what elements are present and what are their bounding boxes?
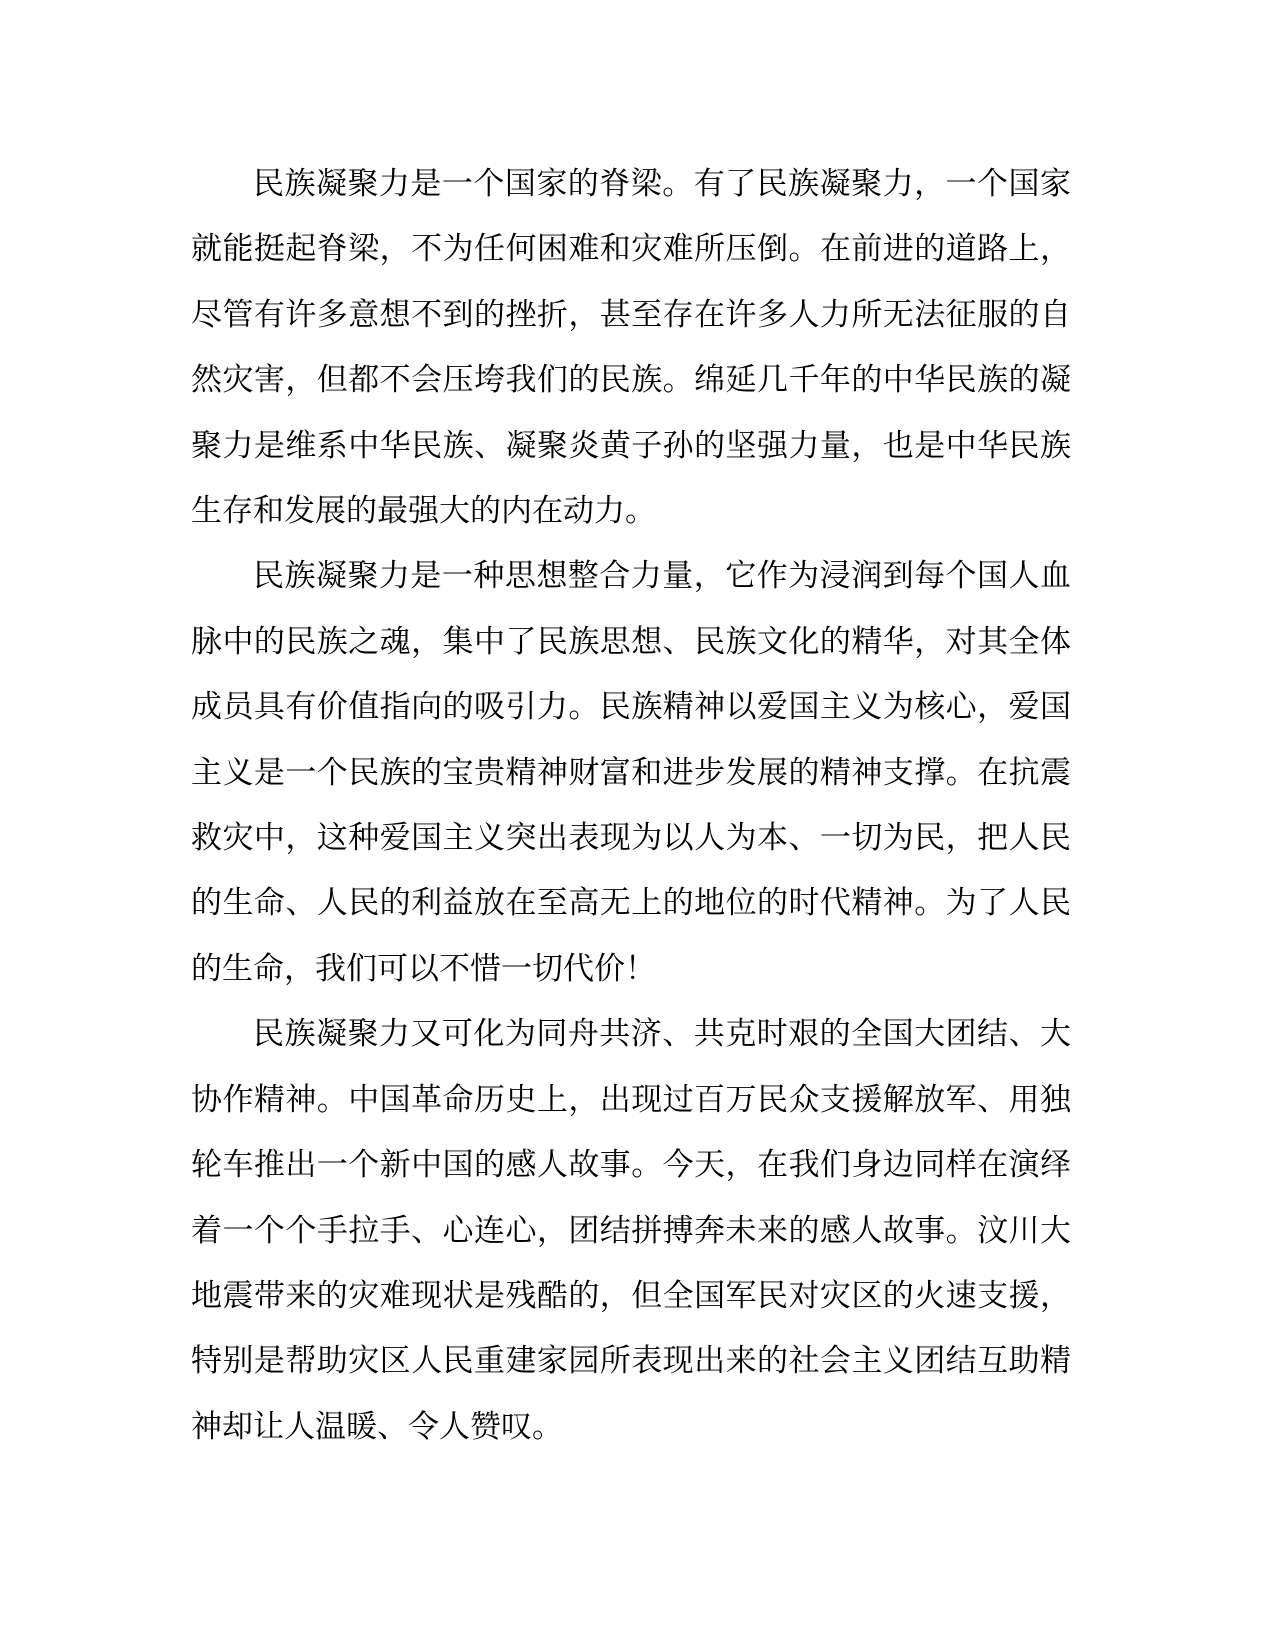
text-line: 建家园所表现出来的社会主义团结互助精神却让人温暖、令人赞叹。 (191, 1343, 1072, 1445)
text-line: 手、心连心，团结拼搏奔未来的感人故事。汶川大地震带来的灾难现 (191, 1212, 1072, 1314)
text-line: 民族凝聚力又可化为同舟共济、共克时艰的全国大团结、大协作 (191, 1016, 1071, 1118)
text-line: 状是残酷的，但全国军民对灾区的火速支援，特别是帮助灾区人民重 (191, 1277, 1072, 1380)
text-line: 不会压垮我们的民族。绵延几千年的中华民族的凝聚力是维系中华民 (191, 362, 1072, 464)
text-line: 族、凝聚炎黄子孙的坚强力量，也是中华民族生存和发展的最强大的 (191, 427, 1072, 530)
text-line: 精神。中国革命历史上，出现过百万民众支援解放军、用独轮车推出 (191, 1081, 1071, 1184)
paragraph-3 (191, 1002, 1071, 1460)
text-line: 内在动力。 (501, 493, 656, 530)
text-line: 族的宝贵精神财富和进步发展的精神支撑。在抗震救灾中，这种爱国 (191, 754, 1072, 857)
paragraph-1 (191, 152, 1071, 544)
text-line: 在至高无上的地位的时代精神。为了人民的生命，我们可以不惜一切 (191, 885, 1072, 987)
text-line: 一个新中国的感人故事。今天，在我们身边同样在演绎着一个个手拉 (191, 1147, 1072, 1249)
text-line: 的民族之魂，集中了民族思想、民族文化的精华，对其全体成员具有 (191, 623, 1071, 726)
text-line: 主义突出表现为以人为本、一切为民，把人民的生命、人民的利益放 (191, 820, 1072, 922)
text-line: 代价！ (563, 950, 656, 987)
text-line: 挺起脊梁，不为任何困难和灾难所压倒。在前进的道路上，尽管有许 (191, 231, 1071, 333)
document-body (191, 152, 1071, 1460)
text-line: 价值指向的吸引力。民族精神以爱国主义为核心，爱国主义是一个民 (191, 689, 1072, 791)
text-line: 多意想不到的挫折，甚至存在许多人力所无法征服的自然灾害，但都 (191, 296, 1072, 399)
paragraph-2 (191, 544, 1071, 1002)
text-line: 民族凝聚力是一种思想整合力量，它作为浸润到每个国人血脉中 (191, 558, 1071, 660)
text-line: 民族凝聚力是一个国家的脊梁。有了民族凝聚力，一个国家就能 (191, 166, 1071, 268)
